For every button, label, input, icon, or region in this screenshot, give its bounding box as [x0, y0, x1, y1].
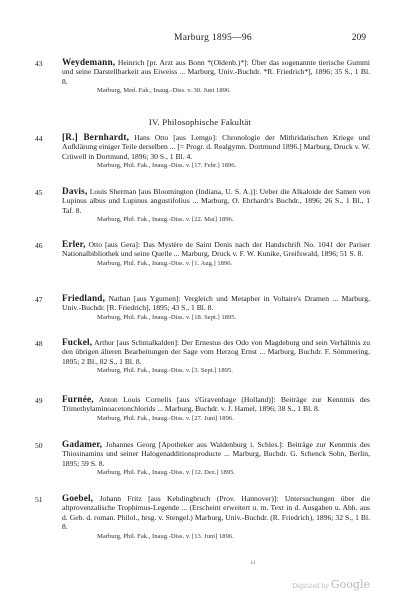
- entry-number: 45: [35, 188, 43, 197]
- entry-body: [62, 240, 370, 259]
- google-watermark: [292, 578, 370, 591]
- entry-meta: Marburg, Phil. Fak., Inaug.-Diss. v. [27. Juni] 1896.: [97, 414, 234, 422]
- entry-number: 44: [35, 134, 43, 143]
- entry-text: Nathan [aus Ygumen]: Vergleich und Metapher in Voltaire's Dramen ... Marburg, Univ.-Buchdr. [R. Friedrich], 1895; 43 S., 1 Bl. 8.: [62, 294, 370, 313]
- entry-text: Johann Fritz [aus Kehdingbruch (Prov. Hannover)]: Untersuchungen über die altprovenzalische Trophimus-Legende ... (Erscheint erweitert u. m. Text in d. Ausgaben u. Abh. aus d. Geb. d. roman. Philol., hrsg. v. Stengel.) Marburg, Univ.-Buchdr. (R. Friedrich), 1896; 32 S., 1 Bl. 8.: [62, 494, 370, 532]
- signature-mark: 14: [250, 561, 255, 566]
- entry-meta: Marburg, Med. Fak., Inaug.-Diss. v. 30. Juni 1896.: [97, 87, 231, 95]
- running-title: Marburg 1895—96: [174, 33, 252, 43]
- entry-text: Arthur [aus Schmalkalden]: Der Ernestus des Odo von Magdeburg und sein Verhältnis zu den übrigen älteren Bearbeitungen der Sage vom Herzog Ernst ... Marburg, Buchdr. F. Sömmering, 1895; 2 Bl., 82 S., 1 Bl. 8.: [62, 338, 370, 366]
- bibliography-entry: [35, 395, 370, 423]
- entry-meta: Marburg, Phil. Fak., Inaug.-Diss. v. [22. Mai] 1896.: [97, 216, 234, 224]
- author-name: Weydemann,: [62, 57, 116, 67]
- entry-body: [62, 58, 370, 86]
- entry-meta: Marburg, Phil. Fak., Inaug.-Diss. v. [3. Sept.] 1895.: [97, 367, 233, 375]
- author-name: Goebel,: [62, 493, 94, 503]
- bibliography-entry: [35, 440, 370, 477]
- author-name: Davis,: [62, 186, 88, 196]
- entry-body: [62, 440, 370, 468]
- author-name: Erler,: [62, 239, 86, 249]
- entry-body: [62, 133, 370, 161]
- page-header: [60, 33, 366, 47]
- entry-body: [62, 338, 370, 366]
- entry-number: 47: [35, 295, 43, 304]
- entry-number: 50: [35, 441, 43, 450]
- entry-number: 51: [35, 495, 43, 504]
- entry-text: Anton Louis Cornelis [aus s'Gravenhage (Holland)]: Beiträge zur Kenntnis des Trimethylaminoacetonchlorids ... Marburg, Buchdr. v. J. Hamel, 1896; 38 S., 1 Bl. 8.: [62, 395, 370, 414]
- entry-body: [62, 294, 370, 313]
- section-heading: IV. Philosophische Fakultät: [148, 117, 252, 127]
- entry-meta: Marburg, Phil. Fak., Inaug.-Diss. v. [12. Dez.] 1895.: [97, 469, 236, 477]
- entry-number: 46: [35, 241, 43, 250]
- author-name: Friedland,: [62, 293, 106, 303]
- entry-meta: Marburg, Phil. Fak., Inaug.-Diss. v. [17. Febr.] 1896.: [97, 162, 237, 170]
- bibliography-entry: [35, 294, 370, 322]
- watermark-brand: Google: [330, 578, 370, 591]
- author-name: [R.] Bernhardt,: [62, 132, 130, 142]
- entry-meta: Marburg, Phil. Fak., Inaug.-Diss. v. [18. Sept.] 1895.: [97, 313, 237, 321]
- entry-text: Heinrich [pr. Arzt aus Bonn *(Oldenb.)*]: Über das sogenannte tierische Gummi und seine Darstellbarkeit aus Eiweiss ... Marburg, Univ.-Buchdr. *R. Friedrich*], 1896; 35 S., 1 Bl. 8.: [62, 58, 370, 86]
- entry-text: Johannes Georg [Apotheker aus Waldenburg i. Schles.]: Beiträge zur Kenntnis des Thiosinamins und seiner Halogenadditionsproducte ... Marburg, Buchdr. G. Schenck Sohn, Berlin, 1895; 59 S. 8.: [62, 440, 370, 468]
- entry-meta: Marburg, Phil. Fak., Inaug.-Diss. v. [13. Juni] 1896.: [97, 532, 234, 540]
- bibliography-entry: [35, 240, 370, 268]
- author-name: Gadamer,: [62, 439, 103, 449]
- bibliography-entry: [35, 494, 370, 541]
- entry-text: Louis Sherman [aus Bloomington (Indiana, U. S. A.)]: Ueber die Alkaloide der Samen von Lupinus albus und Lupinus angustifolius ... Marburg, O. Ehrhardt's Buchdr., 1896; 26 S., 1 Bl., 1 Taf. 8.: [62, 187, 370, 215]
- bibliography-entry: [35, 338, 370, 375]
- entry-number: 43: [35, 59, 43, 68]
- entry-meta: Marburg, Phil. Fak., Inaug.-Diss. v. [1. Aug.] 1896.: [97, 259, 233, 267]
- entry-text: Otto [aus Gera]: Das Mystère de Saint Denis nach der Handschrift No. 1041 der Pariser Nationalbibliothek und seine Quelle ... Marburg, Druck v. F. W. Kunike, Greifswald, 1896; 51 S. 8.: [62, 240, 370, 259]
- entry-number: 48: [35, 339, 43, 348]
- watermark-prefix: Digitized by: [292, 583, 329, 590]
- entry-number: 49: [35, 396, 43, 405]
- entry-text: Hans Otto [aus Lemgo]: Chronologie der Mithridatischen Kriege und Aufklärung einiger Teile derselben ... [= Progr. d. Realgymn. Dortmund 1896.] Marburg, Druck v. W. Crüwell in Dortmund, 1896; 30 S., 1 Bl. 4.: [62, 133, 370, 161]
- entry-body: [62, 494, 370, 532]
- author-name: Fuckel,: [62, 337, 93, 347]
- bibliography-entry: [35, 133, 370, 170]
- entry-body: [62, 395, 370, 414]
- page-number: 209: [351, 33, 366, 43]
- bibliography-entry: [35, 187, 370, 224]
- entry-body: [62, 187, 370, 215]
- author-name: Furnée,: [62, 394, 94, 404]
- bibliography-entry: [35, 58, 370, 95]
